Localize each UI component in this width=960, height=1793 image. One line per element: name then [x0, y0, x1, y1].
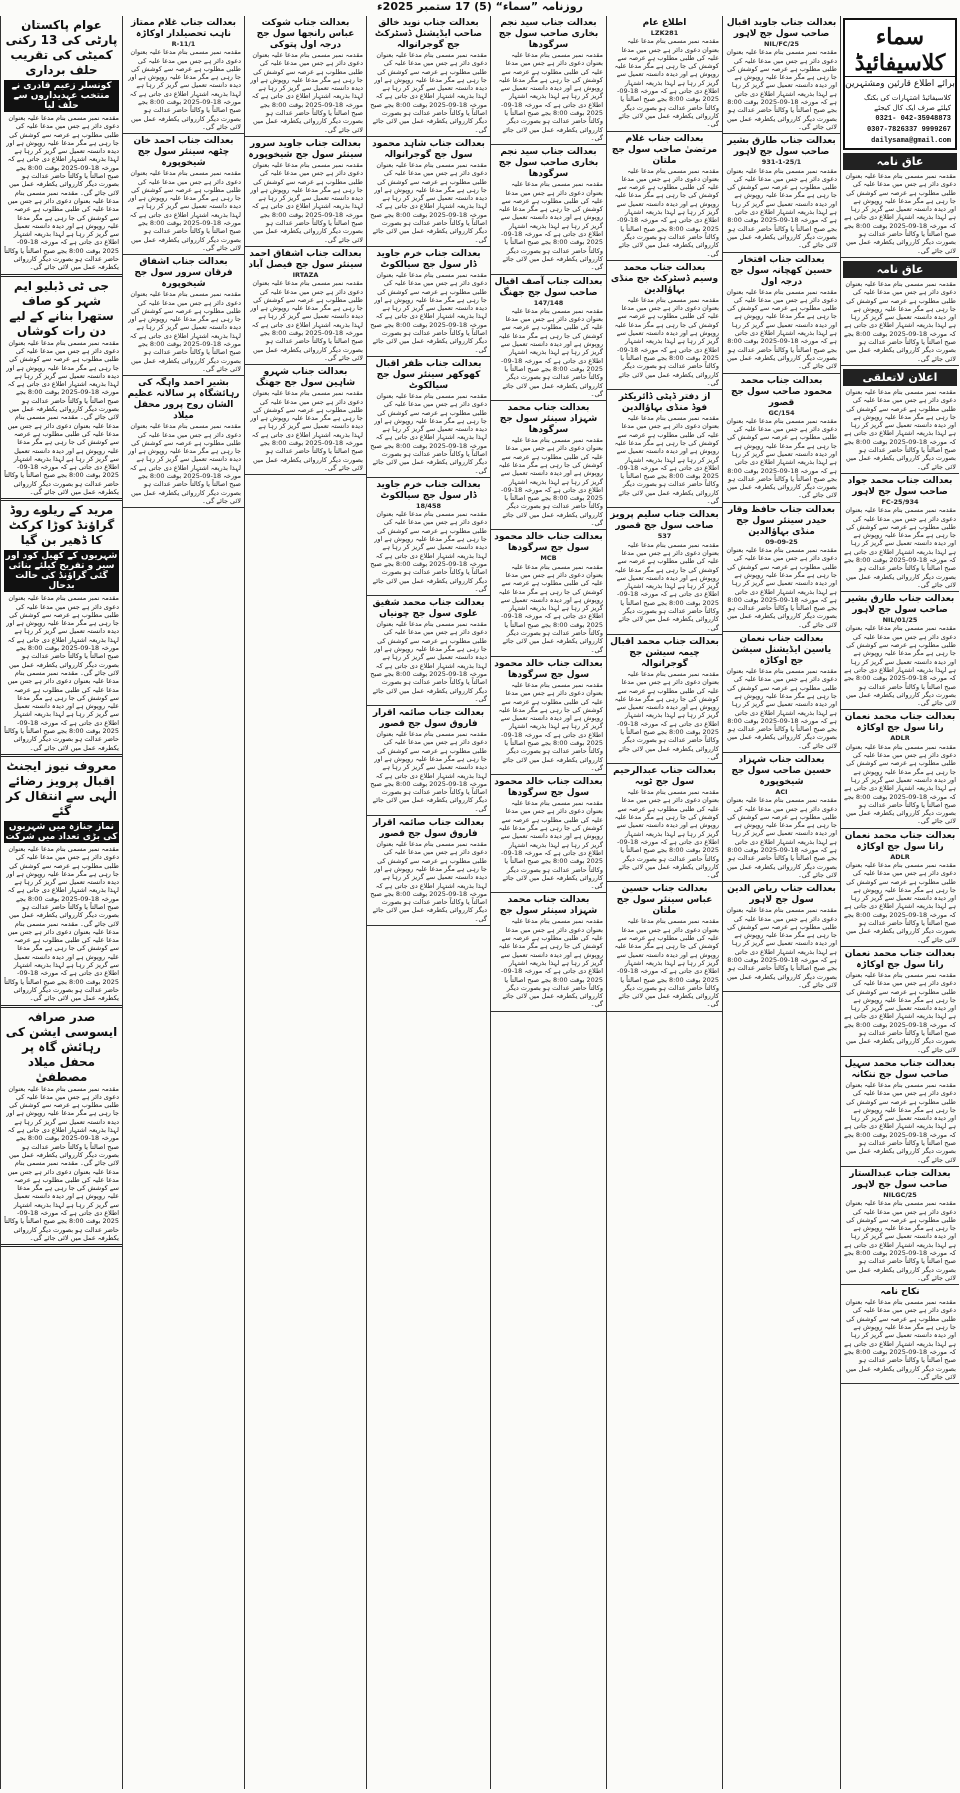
notice-heading: بعدالت جناب احمد خان چٹھہ سینئر سول جج شیخوپورہ [133, 136, 234, 169]
notice [607, 635, 722, 764]
section-header: اعلان لاتعلقی [843, 369, 957, 386]
news-headline: عوام پاکستان پارٹی کی 13 رکنی کمیٹی کی تقریب حلف برداری [5, 18, 118, 77]
notice [841, 592, 959, 710]
notice [123, 16, 244, 134]
notice [723, 503, 840, 632]
notice [723, 374, 840, 503]
notice-body: مقدمہ نمبر مسمی بنام مدعا علیہ بعنوان دعوی دائر ہے جس میں مدعا علیہ کی طلبی مطلوب ہے عرصہ سے کوشش کی جا رہی ہے مگر مدعا علیہ روپوش ہے اور دیدہ دانستہ تعمیل سے گریز کر رہا ہے لہذا بذریعہ اشتہار اطلاع دی جاتی ہے کہ مورخہ 18-09-2025 بوقت 8:00 بجے صبح اصالتاً یا وکالتاً حاضر عدالت ہو بصورت دیگر کارروائی یکطرفہ عمل میں لائی جائے گی۔ [250, 51, 363, 134]
news-subheadline: نماز جنازہ میں شہریوں کی بڑی تعداد میں شرکت [5, 821, 118, 842]
notice [607, 261, 722, 390]
notice-heading: بعدالت جناب عبدالرحیم سول جج ٹوبہ [613, 766, 716, 788]
notice-heading: بعدالت جناب محمد اقبال چیمہ سیشن جج گوجرانوالہ [610, 636, 719, 669]
notice-body: مقدمہ نمبر مسمی بنام مدعا علیہ بعنوان دعوی دائر ہے جس میں مدعا علیہ کی طلبی مطلوب ہے عرصہ سے کوشش کی جا رہی ہے مگر مدعا علیہ روپوش ہے اور دیدہ دانستہ تعمیل سے گریز کر رہا ہے لہذا بذریعہ اشتہار اطلاع دی جاتی ہے کہ مورخہ 18-09-2025 بوقت 8:00 بجے صبح اصالتاً یا وکالتاً حاضر عدالت ہو بصورت دیگر کارروائی یکطرفہ عمل میں لائی جائے گی۔ [498, 51, 603, 142]
page-header: روزنامہ ”سماء“ (5) 17 ستمبر 2025ء [377, 0, 583, 13]
notice [841, 278, 959, 366]
news-story [1, 757, 122, 1008]
section-header: عاق نامہ [843, 261, 957, 278]
notice [245, 137, 366, 247]
contact-phones: 042-35948873 0321-9999267 0307-7826337 [866, 115, 951, 134]
notice-heading: بعدالت جناب حسین عباس سینئر سول جج ملتان [616, 884, 713, 917]
notice [491, 401, 606, 530]
notice-body: مقدمہ نمبر مسمی بنام مدعا علیہ بعنوان دعوی دائر ہے جس میں مدعا علیہ کی طلبی مطلوب ہے عرصہ سے کوشش کی جا رہی ہے مگر مدعا علیہ روپوش ہے اور دیدہ دانستہ تعمیل سے گریز کر رہا ہے لہذا بذریعہ اشتہار اطلاع دی جاتی ہے کہ مورخہ 18-09-2025 بوقت 8:00 بجے صبح اصالتاً یا وکالتاً حاضر عدالت ہو بصورت دیگر کارروائی یکطرفہ عمل میں لائی جائے گی۔ [844, 742, 956, 826]
notice-body: مقدمہ نمبر مسمی بنام مدعا علیہ بعنوان دعوی دائر ہے جس میں مدعا علیہ کی طلبی مطلوب ہے عرصہ سے کوشش کی جا رہی ہے مگر مدعا علیہ روپوش ہے اور دیدہ دانستہ تعمیل سے گریز کر رہا ہے لہذا بذریعہ اشتہار اطلاع دی جاتی ہے کہ مورخہ 18-09-2025 بوقت 8:00 بجے صبح اصالتاً یا وکالتاً حاضر عدالت ہو بصورت دیگر کارروائی یکطرفہ عمل میں لائی جائے گی۔ [128, 290, 241, 373]
notice-heading: بعدالت جناب ظفر اقبال کھوکھر سینئر سول جج سیالکوٹ [375, 358, 482, 391]
notice-body: مقدمہ نمبر مسمی بنام مدعا علیہ بعنوان دعوی دائر ہے جس میں مدعا علیہ کی طلبی مطلوب ہے عرصہ سے کوشش کی جا رہی ہے مگر مدعا علیہ روپوش ہے اور دیدہ دانستہ تعمیل سے گریز کر رہا ہے لہذا بذریعہ اشتہار اطلاع دی جاتی ہے کہ مورخہ 18-09-2025 بوقت 8:00 بجے صبح اصالتاً یا وکالتاً حاضر عدالت ہو بصورت دیگر کارروائی یکطرفہ عمل میں لائی جائے گی۔ [498, 799, 603, 891]
notice [723, 632, 840, 753]
notice [245, 16, 366, 137]
notice-body: مقدمہ نمبر مسمی بنام مدعا علیہ بعنوان دعوی دائر ہے جس میں مدعا علیہ کی طلبی مطلوب ہے عرصہ سے کوشش کی جا رہی ہے مگر مدعا علیہ روپوش ہے اور دیدہ دانستہ تعمیل سے گریز کر رہا ہے لہذا بذریعہ اشتہار اطلاع دی جاتی ہے کہ مورخہ 18-09-2025 بوقت 8:00 بجے صبح اصالتاً یا وکالتاً حاضر عدالت ہو بصورت دیگر کارروائی یکطرفہ عمل میں لائی جائے گی۔ [498, 436, 603, 528]
news-column [0, 16, 122, 1789]
news-story [1, 16, 122, 277]
news-subheadline: شہریوں کے کھیل کود اور سیر و تفریح کیلئے بنائی گئی گراؤنڈ کی حالت بدحال [5, 551, 118, 592]
notice [123, 255, 244, 376]
notice-body: مقدمہ نمبر مسمی بنام مدعا علیہ بعنوان دعوی دائر ہے جس میں مدعا علیہ کی طلبی مطلوب ہے عرصہ سے کوشش کی جا رہی ہے مگر مدعا علیہ روپوش ہے اور دیدہ دانستہ تعمیل سے گریز کر رہا ہے لہذا بذریعہ اشتہار اطلاع دی جاتی ہے کہ مورخہ 18-09-2025 بوقت 8:00 بجے صبح اصالتاً یا وکالتاً حاضر عدالت ہو بصورت دیگر کارروائی یکطرفہ عمل میں لائی جائے گی۔ [614, 414, 719, 506]
notice [491, 145, 606, 274]
notice [491, 275, 606, 402]
column [606, 16, 722, 1789]
notice [841, 1285, 959, 1384]
notice-heading: بعدالت جناب محمد شہزاد سینئر سول جج سرگودھا [499, 403, 598, 436]
contact-label: کلاسیفائیڈ اشتہارات کی بکنگ کیلئے صرف ایک کال کیجئے [863, 94, 951, 112]
brand-subtitle: برائے اطلاع قارئین ومشتہرین [845, 76, 955, 91]
case-number: GC/154 [768, 408, 795, 417]
notice-body: مقدمہ نمبر مسمی بنام مدعا علیہ بعنوان دعوی دائر ہے جس میں مدعا علیہ کی طلبی مطلوب ہے عرصہ سے کوشش کی جا رہی ہے مگر مدعا علیہ روپوش ہے اور دیدہ دانستہ تعمیل سے گریز کر رہا ہے لہذا بذریعہ اشتہار اطلاع دی جاتی ہے کہ مورخہ 18-09-2025 بوقت 8:00 بجے صبح اصالتاً یا وکالتاً حاضر عدالت ہو بصورت دیگر کارروائی یکطرفہ عمل میں لائی جائے گی۔ [370, 270, 487, 354]
notice [367, 357, 490, 478]
news-headline: مرید کے ریلوے روڈ گراؤنڈ کوڑا کرکٹ کا ڈھیر بن گیا [8, 503, 115, 548]
notice-body: مقدمہ نمبر مسمی بنام مدعا علیہ بعنوان دعوی دائر ہے جس میں مدعا علیہ کی طلبی مطلوب ہے عرصہ سے کوشش کی جا رہی ہے مگر مدعا علیہ روپوش ہے اور دیدہ دانستہ تعمیل سے گریز کر رہا ہے لہذا بذریعہ اشتہار اطلاع دی جاتی ہے کہ مورخہ 18-09-2025 بوقت 8:00 بجے صبح اصالتاً یا وکالتاً حاضر عدالت ہو بصورت دیگر کارروائی یکطرفہ عمل میں لائی جائے گی۔ [250, 389, 363, 472]
notice-heading: بعدالت جناب آصف اقبال صاحب سول جج جھنگ [494, 276, 603, 298]
news-story [1, 277, 122, 502]
notice-body: مقدمہ نمبر مسمی بنام مدعا علیہ بعنوان دعوی دائر ہے جس میں مدعا علیہ کی طلبی مطلوب ہے عرصہ سے کوشش کی جا رہی ہے مگر مدعا علیہ روپوش ہے اور دیدہ دانستہ تعمیل سے گریز کر رہا ہے لہذا بذریعہ اشتہار اطلاع دی جاتی ہے کہ مورخہ 18-09-2025 بوقت 8:00 بجے صبح اصالتاً یا وکالتاً حاضر عدالت ہو بصورت دیگر کارروائی یکطرفہ عمل میں لائی جائے گی۔ [844, 1199, 956, 1282]
notice-body: مقدمہ نمبر مسمی بنام مدعا علیہ بعنوان دعوی دائر ہے جس میں مدعا علیہ کی طلبی مطلوب ہے عرصہ سے کوشش کی جا رہی ہے مگر مدعا علیہ روپوش ہے اور دیدہ دانستہ تعمیل سے گریز کر رہا ہے لہذا بذریعہ اشتہار اطلاع دی جاتی ہے کہ مورخہ 18-09-2025 بوقت 8:00 بجے صبح اصالتاً یا وکالتاً حاضر عدالت ہو بصورت دیگر کارروائی یکطرفہ عمل میں لائی جائے گی۔ [614, 295, 719, 387]
notice-body: مقدمہ نمبر مسمی بنام مدعا علیہ بعنوان دعوی دائر ہے جس میں مدعا علیہ کی طلبی مطلوب ہے عرصہ سے کوشش کی جا رہی ہے مگر مدعا علیہ روپوش ہے اور دیدہ دانستہ تعمیل سے گریز کر رہا ہے لہذا بذریعہ اشتہار اطلاع دی جاتی ہے کہ مورخہ 18-09-2025 بوقت 8:00 بجے صبح اصالتاً یا وکالتاً حاضر عدالت ہو بصورت دیگر کارروائی یکطرفہ عمل میں لائی جائے گی۔ [250, 160, 363, 244]
notice-heading: بعدالت جناب غلام ممتاز ناہب تحصیلدار اوکاڑہ [130, 18, 237, 39]
notice-body: مقدمہ نمبر مسمی بنام مدعا علیہ بعنوان دعوی دائر ہے جس میں مدعا علیہ کی طلبی مطلوب ہے عرصہ سے کوشش کی جا رہی ہے مگر مدعا علیہ روپوش ہے اور دیدہ دانستہ تعمیل سے گریز کر رہا ہے لہذا بذریعہ اشتہار اطلاع دی جاتی ہے کہ مورخہ 18-09-2025 بوقت 8:00 بجے صبح اصالتاً یا وکالتاً حاضر عدالت ہو بصورت دیگر کارروائی یکطرفہ عمل میں لائی جائے گی۔ [614, 917, 719, 1009]
notice-heading: بعدالت جناب محمد محمود صاحب سول جج قصور [730, 375, 833, 408]
case-number: 931-1-25/1 [761, 158, 802, 167]
news-headline: معروف نیوز ایجنٹ اقبال پرویز رضائے الٰہی سے انتقال کر گئے [6, 758, 117, 818]
notice-body: مقدمہ نمبر مسمی بنام مدعا علیہ بعنوان دعوی دائر ہے جس میں مدعا علیہ کی طلبی مطلوب ہے عرصہ سے کوشش کی جا رہی ہے مگر مدعا علیہ روپوش ہے اور دیدہ دانستہ تعمیل سے گریز کر رہا ہے لہذا بذریعہ اشتہار اطلاع دی جاتی ہے کہ مورخہ 18-09-2025 بوقت 8:00 بجے صبح اصالتاً یا وکالتاً حاضر عدالت ہو بصورت دیگر کارروائی یکطرفہ عمل میں لائی جائے گی۔ [370, 730, 487, 813]
notice-body: مقدمہ نمبر مسمی بنام مدعا علیہ بعنوان دعوی دائر ہے جس میں مدعا علیہ کی طلبی مطلوب ہے عرصہ سے کوشش کی جا رہی ہے مگر مدعا علیہ روپوش ہے اور دیدہ دانستہ تعمیل سے گریز کر رہا ہے لہذا بذریعہ اشتہار اطلاع دی جاتی ہے کہ مورخہ 18-09-2025 بوقت 8:00 بجے صبح اصالتاً یا وکالتاً حاضر عدالت ہو بصورت دیگر کارروائی یکطرفہ عمل میں لائی جائے گی۔ [726, 546, 837, 629]
news-headline: جی ٹی ڈبلیو ایم شہر کو صاف ستھرا بنانے کے لیے دن رات کوشاں [9, 278, 114, 338]
notice-body: مقدمہ نمبر مسمی بنام مدعا علیہ بعنوان دعوی دائر ہے جس میں مدعا علیہ کی طلبی مطلوب ہے عرصہ سے کوشش کی جا رہی ہے مگر مدعا علیہ روپوش ہے اور دیدہ دانستہ تعمیل سے گریز کر رہا ہے لہذا بذریعہ اشتہار اطلاع دی جاتی ہے کہ مورخہ 18-09-2025 بوقت 8:00 بجے صبح اصالتاً یا وکالتاً حاضر عدالت ہو بصورت دیگر کارروائی یکطرفہ عمل میں لائی جائے گی۔ [250, 279, 363, 362]
notice [367, 816, 490, 926]
contact-email: dailysama@gmail.com [871, 137, 951, 145]
notice [491, 893, 606, 1011]
notice-body: مقدمہ نمبر مسمی بنام مدعا علیہ بعنوان دعوی دائر ہے جس میں مدعا علیہ کی طلبی مطلوب ہے عرصہ سے کوشش کی جا رہی ہے مگر مدعا علیہ روپوش ہے اور دیدہ دانستہ تعمیل سے گریز کر رہا ہے لہذا بذریعہ اشتہار اطلاع دی جاتی ہے کہ مورخہ 18-09-2025 بوقت 8:00 بجے صبح اصالتاً یا وکالتاً حاضر عدالت ہو بصورت دیگر کارروائی یکطرفہ عمل میں لائی جائے گی۔ [726, 166, 837, 250]
brand-name: سماء کلاسیفائیڈ [854, 24, 946, 76]
notice [607, 132, 722, 261]
notice [841, 1167, 959, 1285]
notice-heading: بعدالت جناب نوید خالق صاحب ایڈیشنل ڈسٹرکٹ جج گوجرانوالہ [374, 18, 483, 50]
notice-heading: بعدالت جناب نعمان یاسین ایڈیشنل سیشن جج اوکاڑہ [731, 634, 832, 667]
notice [841, 710, 959, 828]
brand-contact [845, 91, 955, 148]
notice [841, 947, 959, 1057]
notice [245, 247, 366, 365]
notice-body: مقدمہ نمبر مسمی بنام مدعا علیہ بعنوان دعوی دائر ہے جس میں مدعا علیہ کی طلبی مطلوب ہے عرصہ سے کوشش کی جا رہی ہے مگر مدعا علیہ روپوش ہے اور دیدہ دانستہ تعمیل سے گریز کر رہا ہے لہذا بذریعہ اشتہار اطلاع دی جاتی ہے کہ مورخہ 18-09-2025 بوقت 8:00 بجے صبح اصالتاً یا وکالتاً حاضر عدالت ہو بصورت دیگر کارروائی یکطرفہ عمل میں لائی جائے گی۔ [370, 840, 487, 923]
case-number: IRTAZA [292, 270, 319, 279]
case-number: NILGC/25 [883, 1190, 917, 1199]
column-brand [840, 16, 959, 1789]
notice-body: مقدمہ نمبر مسمی بنام مدعا علیہ بعنوان دعوی دائر ہے جس میں مدعا علیہ کی طلبی مطلوب ہے عرصہ سے کوشش کی جا رہی ہے مگر مدعا علیہ روپوش ہے اور دیدہ دانستہ تعمیل سے گریز کر رہا ہے لہذا بذریعہ اشتہار اطلاع دی جاتی ہے کہ مورخہ 18-09-2025 بوقت 8:00 بجے صبح اصالتاً یا وکالتاً حاضر عدالت ہو بصورت دیگر کارروائی یکطرفہ عمل میں لائی جائے گی۔ [726, 796, 837, 879]
notice-heading: بعدالت جناب خالد محمود سول جج سرگودھا [494, 658, 603, 680]
notice [607, 16, 722, 132]
column [722, 16, 840, 1789]
notice-heading: از دفتر ڈپٹی ڈائریکٹر فوڈ منڈی بہاؤالدین [618, 392, 711, 414]
news-story [1, 1008, 122, 1248]
notice [607, 390, 722, 508]
notice-heading: بعدالت جناب شاہد محمود سول جج گوجرانوالہ [372, 138, 485, 160]
notice-heading: بعدالت جناب خرم جاوید ڈار سول جج سیالکوٹ [376, 479, 481, 501]
notice-body: مقدمہ نمبر مسمی بنام مدعا علیہ بعنوان دعوی دائر ہے جس میں مدعا علیہ کی طلبی مطلوب ہے عرصہ سے کوشش کی جا رہی ہے مگر مدعا علیہ روپوش ہے اور دیدہ دانستہ تعمیل سے گریز کر رہا ہے لہذا بذریعہ اشتہار اطلاع دی جاتی ہے کہ مورخہ 18-09-2025 بوقت 8:00 بجے صبح اصالتاً یا وکالتاً حاضر عدالت ہو بصورت دیگر کارروائی یکطرفہ عمل میں لائی جائے گی۔ [844, 172, 956, 255]
notice-heading: بعدالت جناب طارق بشیر صاحب سول جج لاہور [727, 136, 836, 158]
case-number: MCB [540, 554, 557, 563]
notice-heading: بعدالت جناب محمد نعمان رانا سول جج اوکاڑہ [844, 830, 956, 852]
notice-heading: بعدالت جناب سلیم پرویز صاحب سول جج قصور [610, 510, 719, 532]
news-body: مقدمہ نمبر مسمی بنام مدعا علیہ بعنوان دعوی دائر ہے جس میں مدعا علیہ کی طلبی مطلوب ہے عرصہ سے کوشش کی جا رہی ہے مگر مدعا علیہ روپوش ہے اور دیدہ دانستہ تعمیل سے گریز کر رہا ہے لہذا بذریعہ اشتہار اطلاع دی جاتی ہے کہ مورخہ 18-09-2025 بوقت 8:00 بجے صبح اصالتاً یا وکالتاً حاضر عدالت ہو بصورت دیگر کارروائی یکطرفہ عمل میں لائی جائے گی۔ مقدمہ نمبر مسمی بنام مدعا علیہ بعنوان دعوی دائر ہے جس میں مدعا علیہ کی طلبی مطلوب ہے عرصہ سے کوشش کی جا رہی ہے مگر مدعا علیہ روپوش ہے اور دیدہ دانستہ تعمیل سے گریز کر رہا ہے لہذا بذریعہ اشتہار اطلاع دی جاتی ہے کہ مورخہ 18-09-2025 بوقت 8:00 بجے صبح اصالتاً یا وکالتاً حاضر عدالت ہو بصورت دیگر کارروائی یکطرفہ عمل میں لائی جائے گی۔ [4, 338, 119, 496]
notice-body: مقدمہ نمبر مسمی بنام مدعا علیہ بعنوان دعوی دائر ہے جس میں مدعا علیہ کی طلبی مطلوب ہے عرصہ سے کوشش کی جا رہی ہے مگر مدعا علیہ روپوش ہے اور دیدہ دانستہ تعمیل سے گریز کر رہا ہے لہذا بذریعہ اشتہار اطلاع دی جاتی ہے کہ مورخہ 18-09-2025 بوقت 8:00 بجے صبح اصالتاً یا وکالتاً حاضر عدالت ہو بصورت دیگر کارروائی یکطرفہ عمل میں لائی جائے گی۔ [498, 562, 603, 654]
notice [491, 775, 606, 893]
notice-body: مقدمہ نمبر مسمی بنام مدعا علیہ بعنوان دعوی دائر ہے جس میں مدعا علیہ کی طلبی مطلوب ہے عرصہ سے کوشش کی جا رہی ہے مگر مدعا علیہ روپوش ہے اور دیدہ دانستہ تعمیل سے گریز کر رہا ہے لہذا بذریعہ اشتہار اطلاع دی جاتی ہے کہ مورخہ 18-09-2025 بوقت 8:00 بجے صبح اصالتاً یا وکالتاً حاضر عدالت ہو بصورت دیگر کارروائی یکطرفہ عمل میں لائی جائے گی۔ [128, 422, 241, 505]
notice [723, 253, 840, 374]
notice-heading: بعدالت جناب شوکت عباس رانجھا سول جج درجہ اول پتوکی [256, 18, 355, 50]
notice-heading: بعدالت جناب محمد نعمان رانا سول جج اوکاڑہ [844, 712, 956, 734]
classified-brand-box [843, 18, 957, 150]
notice [841, 170, 959, 258]
column [122, 16, 244, 1789]
notice [367, 16, 490, 137]
case-number: NIL/01/25 [882, 616, 918, 625]
notice [723, 753, 840, 882]
notice [607, 764, 722, 882]
notice-body: مقدمہ نمبر مسمی بنام مدعا علیہ بعنوان دعوی دائر ہے جس میں مدعا علیہ کی طلبی مطلوب ہے عرصہ سے کوشش کی جا رہی ہے مگر مدعا علیہ روپوش ہے اور دیدہ دانستہ تعمیل سے گریز کر رہا ہے لہذا بذریعہ اشتہار اطلاع دی جاتی ہے کہ مورخہ 18-09-2025 بوقت 8:00 بجے صبح اصالتاً یا وکالتاً حاضر عدالت ہو بصورت دیگر کارروائی یکطرفہ عمل میں لائی جائے گی۔ [844, 624, 956, 708]
notice-heading: بعدالت جناب صائمہ اقرار فاروق سول جج قصور [372, 708, 485, 730]
notice [723, 134, 840, 252]
notice-body: مقدمہ نمبر مسمی بنام مدعا علیہ بعنوان دعوی دائر ہے جس میں مدعا علیہ کی طلبی مطلوب ہے عرصہ سے کوشش کی جا رہی ہے مگر مدعا علیہ روپوش ہے اور دیدہ دانستہ تعمیل سے گریز کر رہا ہے لہذا بذریعہ اشتہار اطلاع دی جاتی ہے کہ مورخہ 18-09-2025 بوقت 8:00 بجے صبح اصالتاً یا وکالتاً حاضر عدالت ہو بصورت دیگر کارروائی یکطرفہ عمل میں لائی جائے گی۔ [844, 279, 956, 363]
section-header: عاق نامہ [843, 153, 957, 170]
notice-body: مقدمہ نمبر مسمی بنام مدعا علیہ بعنوان دعوی دائر ہے جس میں مدعا علیہ کی طلبی مطلوب ہے عرصہ سے کوشش کی جا رہی ہے مگر مدعا علیہ روپوش ہے اور دیدہ دانستہ تعمیل سے گریز کر رہا ہے لہذا بذریعہ اشتہار اطلاع دی جاتی ہے کہ مورخہ 18-09-2025 بوقت 8:00 بجے صبح اصالتاً یا وکالتاً حاضر عدالت ہو بصورت دیگر کارروائی یکطرفہ عمل میں لائی جائے گی۔ [614, 166, 719, 258]
notice [123, 134, 244, 255]
case-number: 147/148 [533, 298, 564, 307]
notice-heading: بعدالت جناب سید نجم بخاری صاحب سول جج سرگودھا [498, 18, 599, 50]
notice-body: مقدمہ نمبر مسمی بنام مدعا علیہ بعنوان دعوی دائر ہے جس میں مدعا علیہ کی طلبی مطلوب ہے عرصہ سے کوشش کی جا رہی ہے مگر مدعا علیہ روپوش ہے اور دیدہ دانستہ تعمیل سے گریز کر رہا ہے لہذا بذریعہ اشتہار اطلاع دی جاتی ہے کہ مورخہ 18-09-2025 بوقت 8:00 بجے صبح اصالتاً یا وکالتاً حاضر عدالت ہو بصورت دیگر کارروائی یکطرفہ عمل میں لائی جائے گی۔ [726, 667, 837, 750]
news-subheadline: کونسلر زعیم قادری نے منتخب عہدیداروں سے حلف لیا [4, 80, 119, 112]
notice-body: مقدمہ نمبر مسمی بنام مدعا علیہ بعنوان دعوی دائر ہے جس میں مدعا علیہ کی طلبی مطلوب ہے عرصہ سے کوشش کی جا رہی ہے مگر مدعا علیہ روپوش ہے اور دیدہ دانستہ تعمیل سے گریز کر رہا ہے لہذا بذریعہ اشتہار اطلاع دی جاتی ہے کہ مورخہ 18-09-2025 بوقت 8:00 بجے صبح اصالتاً یا وکالتاً حاضر عدالت ہو بصورت دیگر کارروائی یکطرفہ عمل میں لائی جائے گی۔ [844, 1298, 956, 1381]
notice [841, 1057, 959, 1167]
notice [723, 16, 840, 134]
notice-heading: بعدالت جناب عبدالستار صاحب سول جج لاہور [849, 1168, 951, 1190]
notice-heading: بعدالت جناب غلام مرتضیٰ صاحب سول جج ملتان [611, 133, 718, 166]
notice-body: مقدمہ نمبر مسمی بنام مدعا علیہ بعنوان دعوی دائر ہے جس میں مدعا علیہ کی طلبی مطلوب ہے عرصہ سے کوشش کی جا رہی ہے مگر مدعا علیہ روپوش ہے اور دیدہ دانستہ تعمیل سے گریز کر رہا ہے لہذا بذریعہ اشتہار اطلاع دی جاتی ہے کہ مورخہ 18-09-2025 بوقت 8:00 بجے صبح اصالتاً یا وکالتاً حاضر عدالت ہو بصورت دیگر کارروائی یکطرفہ عمل میں لائی جائے گی۔ [614, 37, 719, 129]
notice-body: مقدمہ نمبر مسمی بنام مدعا علیہ بعنوان دعوی دائر ہے جس میں مدعا علیہ کی طلبی مطلوب ہے عرصہ سے کوشش کی جا رہی ہے مگر مدعا علیہ روپوش ہے اور دیدہ دانستہ تعمیل سے گریز کر رہا ہے لہذا بذریعہ اشتہار اطلاع دی جاتی ہے کہ مورخہ 18-09-2025 بوقت 8:00 بجے صبح اصالتاً یا وکالتاً حاضر عدالت ہو بصورت دیگر کارروائی یکطرفہ عمل میں لائی جائے گی۔ [370, 620, 487, 703]
case-number: 934/FC-25 [881, 497, 919, 506]
case-number: 537 [657, 532, 672, 541]
notice [367, 247, 490, 357]
case-number: ADLR [890, 734, 910, 743]
notice-body: مقدمہ نمبر مسمی بنام مدعا علیہ بعنوان دعوی دائر ہے جس میں مدعا علیہ کی طلبی مطلوب ہے عرصہ سے کوشش کی جا رہی ہے مگر مدعا علیہ روپوش ہے اور دیدہ دانستہ تعمیل سے گریز کر رہا ہے لہذا بذریعہ اشتہار اطلاع دی جاتی ہے کہ مورخہ 18-09-2025 بوقت 8:00 بجے صبح اصالتاً یا وکالتاً حاضر عدالت ہو بصورت دیگر کارروائی یکطرفہ عمل میں لائی جائے گی۔ [128, 48, 241, 131]
notice [367, 137, 490, 247]
case-number: 18/458 [416, 501, 441, 510]
case-number: 09-09-25 [765, 537, 798, 546]
notice-heading: بعدالت جناب محمد شہزاد سینئر سول جج [499, 895, 598, 917]
case-number: 11/1-R [171, 40, 196, 48]
notice-heading: بشیر احمد واہگہ کی رہائشگاہ پر سالانہ عظیم الشان روح پرور محفل میلاد [127, 378, 240, 422]
notice-heading: بعدالت جناب طارق بشیر صاحب سول جج لاہور [845, 594, 955, 616]
notice [367, 706, 490, 816]
news-body: مقدمہ نمبر مسمی بنام مدعا علیہ بعنوان دعوی دائر ہے جس میں مدعا علیہ کی طلبی مطلوب ہے عرصہ سے کوشش کی جا رہی ہے مگر مدعا علیہ روپوش ہے اور دیدہ دانستہ تعمیل سے گریز کر رہا ہے لہذا بذریعہ اشتہار اطلاع دی جاتی ہے کہ مورخہ 18-09-2025 بوقت 8:00 بجے صبح اصالتاً یا وکالتاً حاضر عدالت ہو بصورت دیگر کارروائی یکطرفہ عمل میں لائی جائے گی۔ مقدمہ نمبر مسمی بنام مدعا علیہ بعنوان دعوی دائر ہے جس میں مدعا علیہ کی طلبی مطلوب ہے عرصہ سے کوشش کی جا رہی ہے مگر مدعا علیہ روپوش ہے اور دیدہ دانستہ تعمیل سے گریز کر رہا ہے لہذا بذریعہ اشتہار اطلاع دی جاتی ہے کہ مورخہ 18-09-2025 بوقت 8:00 بجے صبح اصالتاً یا وکالتاً حاضر عدالت ہو بصورت دیگر کارروائی یکطرفہ عمل میں لائی جائے گی۔ [4, 594, 119, 752]
notice [723, 882, 840, 992]
notice-heading: بعدالت جناب شہرو شاہین سول جج جھنگ [255, 367, 356, 389]
notice-body: مقدمہ نمبر مسمی بنام مدعا علیہ بعنوان دعوی دائر ہے جس میں مدعا علیہ کی طلبی مطلوب ہے عرصہ سے کوشش کی جا رہی ہے مگر مدعا علیہ روپوش ہے اور دیدہ دانستہ تعمیل سے گریز کر رہا ہے لہذا بذریعہ اشتہار اطلاع دی جاتی ہے کہ مورخہ 18-09-2025 بوقت 8:00 بجے صبح اصالتاً یا وکالتاً حاضر عدالت ہو بصورت دیگر کارروائی یکطرفہ عمل میں لائی جائے گی۔ [498, 917, 603, 1009]
notice-body: مقدمہ نمبر مسمی بنام مدعا علیہ بعنوان دعوی دائر ہے جس میں مدعا علیہ کی طلبی مطلوب ہے عرصہ سے کوشش کی جا رہی ہے مگر مدعا علیہ روپوش ہے اور دیدہ دانستہ تعمیل سے گریز کر رہا ہے لہذا بذریعہ اشتہار اطلاع دی جاتی ہے کہ مورخہ 18-09-2025 بوقت 8:00 بجے صبح اصالتاً یا وکالتاً حاضر عدالت ہو بصورت دیگر کارروائی یکطرفہ عمل میں لائی جائے گی۔ [498, 306, 603, 398]
notice [841, 386, 959, 474]
notice-heading: بعدالت جناب محمد نعمان رانا سول جج اوکاڑہ [844, 948, 956, 970]
news-headline: صدر صرافہ ایسوسی ایشن کی رہائش گاہ پر محفل میلاد مصطفیٰ [5, 1009, 118, 1084]
notice [607, 882, 722, 1011]
notice [367, 596, 490, 706]
news-story [1, 501, 122, 757]
notice [491, 16, 606, 145]
column [490, 16, 606, 1789]
notice-heading: بعدالت جناب حافظ وقار حیدر سینئر سول جج منڈی بہاؤالدین [727, 504, 836, 537]
notice-body: مقدمہ نمبر مسمی بنام مدعا علیہ بعنوان دعوی دائر ہے جس میں مدعا علیہ کی طلبی مطلوب ہے عرصہ سے کوشش کی جا رہی ہے مگر مدعا علیہ روپوش ہے اور دیدہ دانستہ تعمیل سے گریز کر رہا ہے لہذا بذریعہ اشتہار اطلاع دی جاتی ہے کہ مورخہ 18-09-2025 بوقت 8:00 بجے صبح اصالتاً یا وکالتاً حاضر عدالت ہو بصورت دیگر کارروائی یکطرفہ عمل میں لائی جائے گی۔ [370, 391, 487, 475]
notice-heading: نکاح نامہ [880, 1287, 920, 1298]
notice-body: مقدمہ نمبر مسمی بنام مدعا علیہ بعنوان دعوی دائر ہے جس میں مدعا علیہ کی طلبی مطلوب ہے عرصہ سے کوشش کی جا رہی ہے مگر مدعا علیہ روپوش ہے اور دیدہ دانستہ تعمیل سے گریز کر رہا ہے لہذا بذریعہ اشتہار اطلاع دی جاتی ہے کہ مورخہ 18-09-2025 بوقت 8:00 بجے صبح اصالتاً یا وکالتاً حاضر عدالت ہو بصورت دیگر کارروائی یکطرفہ عمل میں لائی جائے گی۔ [844, 1080, 956, 1164]
notice-body: مقدمہ نمبر مسمی بنام مدعا علیہ بعنوان دعوی دائر ہے جس میں مدعا علیہ کی طلبی مطلوب ہے عرصہ سے کوشش کی جا رہی ہے مگر مدعا علیہ روپوش ہے اور دیدہ دانستہ تعمیل سے گریز کر رہا ہے لہذا بذریعہ اشتہار اطلاع دی جاتی ہے کہ مورخہ 18-09-2025 بوقت 8:00 بجے صبح اصالتاً یا وکالتاً حاضر عدالت ہو بصورت دیگر کارروائی یکطرفہ عمل میں لائی جائے گی۔ [370, 160, 487, 244]
notice [367, 478, 490, 596]
notice-body: مقدمہ نمبر مسمی بنام مدعا علیہ بعنوان دعوی دائر ہے جس میں مدعا علیہ کی طلبی مطلوب ہے عرصہ سے کوشش کی جا رہی ہے مگر مدعا علیہ روپوش ہے اور دیدہ دانستہ تعمیل سے گریز کر رہا ہے لہذا بذریعہ اشتہار اطلاع دی جاتی ہے کہ مورخہ 18-09-2025 بوقت 8:00 بجے صبح اصالتاً یا وکالتاً حاضر عدالت ہو بصورت دیگر کارروائی یکطرفہ عمل میں لائی جائے گی۔ [726, 906, 837, 989]
notice-heading: بعدالت جناب خرم جاوید ڈار سول جج سیالکوٹ [376, 248, 481, 270]
notice-body: مقدمہ نمبر مسمی بنام مدعا علیہ بعنوان دعوی دائر ہے جس میں مدعا علیہ کی طلبی مطلوب ہے عرصہ سے کوشش کی جا رہی ہے مگر مدعا علیہ روپوش ہے اور دیدہ دانستہ تعمیل سے گریز کر رہا ہے لہذا بذریعہ اشتہار اطلاع دی جاتی ہے کہ مورخہ 18-09-2025 بوقت 8:00 بجے صبح اصالتاً یا وکالتاً حاضر عدالت ہو بصورت دیگر کارروائی یکطرفہ عمل میں لائی جائے گی۔ [726, 287, 837, 371]
notice-body: مقدمہ نمبر مسمی بنام مدعا علیہ بعنوان دعوی دائر ہے جس میں مدعا علیہ کی طلبی مطلوب ہے عرصہ سے کوشش کی جا رہی ہے مگر مدعا علیہ روپوش ہے اور دیدہ دانستہ تعمیل سے گریز کر رہا ہے لہذا بذریعہ اشتہار اطلاع دی جاتی ہے کہ مورخہ 18-09-2025 بوقت 8:00 بجے صبح اصالتاً یا وکالتاً حاضر عدالت ہو بصورت دیگر کارروائی یکطرفہ عمل میں لائی جائے گی۔ [614, 788, 719, 880]
case-number: ACI [775, 788, 788, 796]
notice-body: مقدمہ نمبر مسمی بنام مدعا علیہ بعنوان دعوی دائر ہے جس میں مدعا علیہ کی طلبی مطلوب ہے عرصہ سے کوشش کی جا رہی ہے مگر مدعا علیہ روپوش ہے اور دیدہ دانستہ تعمیل سے گریز کر رہا ہے لہذا بذریعہ اشتہار اطلاع دی جاتی ہے کہ مورخہ 18-09-2025 بوقت 8:00 بجے صبح اصالتاً یا وکالتاً حاضر عدالت ہو بصورت دیگر کارروائی یکطرفہ عمل میں لائی جائے گی۔ [844, 861, 956, 944]
notice-body: مقدمہ نمبر مسمی بنام مدعا علیہ بعنوان دعوی دائر ہے جس میں مدعا علیہ کی طلبی مطلوب ہے عرصہ سے کوشش کی جا رہی ہے مگر مدعا علیہ روپوش ہے اور دیدہ دانستہ تعمیل سے گریز کر رہا ہے لہذا بذریعہ اشتہار اطلاع دی جاتی ہے کہ مورخہ 18-09-2025 بوقت 8:00 بجے صبح اصالتاً یا وکالتاً حاضر عدالت ہو بصورت دیگر کارروائی یکطرفہ عمل میں لائی جائے گی۔ [370, 51, 487, 134]
notice [491, 657, 606, 775]
notice-heading: بعدالت جناب اشفاق احمد سینئر سول جج فیصل آباد [248, 248, 363, 270]
notice-heading: بعدالت جناب محمد سہیل صاحب سول جج ننکانہ [844, 1058, 956, 1080]
notice-heading: بعدالت جناب محمد جواد صاحب سول جج لاہور [847, 475, 953, 497]
notice-heading: بعدالت جناب محمد شفیق علوی سول جج چونیاں [372, 598, 485, 620]
notice-heading: بعدالت جناب سید نجم بخاری صاحب سول جج سرگودھا [498, 147, 599, 180]
case-number: ADLR [890, 852, 910, 861]
notice-body: مقدمہ نمبر مسمی بنام مدعا علیہ بعنوان دعوی دائر ہے جس میں مدعا علیہ کی طلبی مطلوب ہے عرصہ سے کوشش کی جا رہی ہے مگر مدعا علیہ روپوش ہے اور دیدہ دانستہ تعمیل سے گریز کر رہا ہے لہذا بذریعہ اشتہار اطلاع دی جاتی ہے کہ مورخہ 18-09-2025 بوقت 8:00 بجے صبح اصالتاً یا وکالتاً حاضر عدالت ہو بصورت دیگر کارروائی یکطرفہ عمل میں لائی جائے گی۔ [498, 180, 603, 272]
column [244, 16, 366, 1789]
case-number: NIL/FC/25 [763, 40, 799, 48]
notice-heading: بعدالت جناب شہزاد حسین صاحب سول جج شیخوپورہ [731, 755, 832, 787]
notice [841, 829, 959, 947]
notice-body: مقدمہ نمبر مسمی بنام مدعا علیہ بعنوان دعوی دائر ہے جس میں مدعا علیہ کی طلبی مطلوب ہے عرصہ سے کوشش کی جا رہی ہے مگر مدعا علیہ روپوش ہے اور دیدہ دانستہ تعمیل سے گریز کر رہا ہے لہذا بذریعہ اشتہار اطلاع دی جاتی ہے کہ مورخہ 18-09-2025 بوقت 8:00 بجے صبح اصالتاً یا وکالتاً حاضر عدالت ہو بصورت دیگر کارروائی یکطرفہ عمل میں لائی جائے گی۔ [498, 680, 603, 772]
notice-heading: بعدالت جناب خالد محمود سول جج سرگودھا [494, 532, 603, 554]
notice-heading: بعدالت جناب محمد وسیم ڈسٹرکٹ جج منڈی بہاؤالدین [610, 262, 719, 295]
notice-heading: بعدالت جناب جاوید اقبال صاحب سول جج لاہور [726, 18, 837, 39]
news-body: مقدمہ نمبر مسمی بنام مدعا علیہ بعنوان دعوی دائر ہے جس میں مدعا علیہ کی طلبی مطلوب ہے عرصہ سے کوشش کی جا رہی ہے مگر مدعا علیہ روپوش ہے اور دیدہ دانستہ تعمیل سے گریز کر رہا ہے لہذا بذریعہ اشتہار اطلاع دی جاتی ہے کہ مورخہ 18-09-2025 بوقت 8:00 بجے صبح اصالتاً یا وکالتاً حاضر عدالت ہو بصورت دیگر کارروائی یکطرفہ عمل میں لائی جائے گی۔ مقدمہ نمبر مسمی بنام مدعا علیہ بعنوان دعوی دائر ہے جس میں مدعا علیہ کی طلبی مطلوب ہے عرصہ سے کوشش کی جا رہی ہے مگر مدعا علیہ روپوش ہے اور دیدہ دانستہ تعمیل سے گریز کر رہا ہے لہذا بذریعہ اشتہار اطلاع دی جاتی ہے کہ مورخہ 18-09-2025 بوقت 8:00 بجے صبح اصالتاً یا وکالتاً حاضر عدالت ہو بصورت دیگر کارروائی یکطرفہ عمل میں لائی جائے گی۔ [4, 1084, 119, 1242]
notice-heading: بعدالت جناب جاوید سرور سینئر سول جج شیخوپورہ [248, 138, 363, 160]
notice-body: مقدمہ نمبر مسمی بنام مدعا علیہ بعنوان دعوی دائر ہے جس میں مدعا علیہ کی طلبی مطلوب ہے عرصہ سے کوشش کی جا رہی ہے مگر مدعا علیہ روپوش ہے اور دیدہ دانستہ تعمیل سے گریز کر رہا ہے لہذا بذریعہ اشتہار اطلاع دی جاتی ہے کہ مورخہ 18-09-2025 بوقت 8:00 بجے صبح اصالتاً یا وکالتاً حاضر عدالت ہو بصورت دیگر کارروائی یکطرفہ عمل میں لائی جائے گی۔ [726, 416, 837, 500]
column [366, 16, 490, 1789]
notice-heading: بعدالت جناب اشفاق فرقان سرور سول جج شیخوپورہ [134, 257, 233, 290]
notice [841, 474, 959, 592]
notice-body: مقدمہ نمبر مسمی بنام مدعا علیہ بعنوان دعوی دائر ہے جس میں مدعا علیہ کی طلبی مطلوب ہے عرصہ سے کوشش کی جا رہی ہے مگر مدعا علیہ روپوش ہے اور دیدہ دانستہ تعمیل سے گریز کر رہا ہے لہذا بذریعہ اشتہار اطلاع دی جاتی ہے کہ مورخہ 18-09-2025 بوقت 8:00 بجے صبح اصالتاً یا وکالتاً حاضر عدالت ہو بصورت دیگر کارروائی یکطرفہ عمل میں لائی جائے گی۔ [370, 510, 487, 593]
notice [607, 508, 722, 635]
notice-body: مقدمہ نمبر مسمی بنام مدعا علیہ بعنوان دعوی دائر ہے جس میں مدعا علیہ کی طلبی مطلوب ہے عرصہ سے کوشش کی جا رہی ہے مگر مدعا علیہ روپوش ہے اور دیدہ دانستہ تعمیل سے گریز کر رہا ہے لہذا بذریعہ اشتہار اطلاع دی جاتی ہے کہ مورخہ 18-09-2025 بوقت 8:00 بجے صبح اصالتاً یا وکالتاً حاضر عدالت ہو بصورت دیگر کارروائی یکطرفہ عمل میں لائی جائے گی۔ [844, 970, 956, 1054]
notice-body: مقدمہ نمبر مسمی بنام مدعا علیہ بعنوان دعوی دائر ہے جس میں مدعا علیہ کی طلبی مطلوب ہے عرصہ سے کوشش کی جا رہی ہے مگر مدعا علیہ روپوش ہے اور دیدہ دانستہ تعمیل سے گریز کر رہا ہے لہذا بذریعہ اشتہار اطلاع دی جاتی ہے کہ مورخہ 18-09-2025 بوقت 8:00 بجے صبح اصالتاً یا وکالتاً حاضر عدالت ہو بصورت دیگر کارروائی یکطرفہ عمل میں لائی جائے گی۔ [844, 506, 956, 589]
notice-body: مقدمہ نمبر مسمی بنام مدعا علیہ بعنوان دعوی دائر ہے جس میں مدعا علیہ کی طلبی مطلوب ہے عرصہ سے کوشش کی جا رہی ہے مگر مدعا علیہ روپوش ہے اور دیدہ دانستہ تعمیل سے گریز کر رہا ہے لہذا بذریعہ اشتہار اطلاع دی جاتی ہے کہ مورخہ 18-09-2025 بوقت 8:00 بجے صبح اصالتاً یا وکالتاً حاضر عدالت ہو بصورت دیگر کارروائی یکطرفہ عمل میں لائی جائے گی۔ [844, 387, 956, 471]
notice-heading: اطلاع عام [642, 18, 687, 28]
notice-body: مقدمہ نمبر مسمی بنام مدعا علیہ بعنوان دعوی دائر ہے جس میں مدعا علیہ کی طلبی مطلوب ہے عرصہ سے کوشش کی جا رہی ہے مگر مدعا علیہ روپوش ہے اور دیدہ دانستہ تعمیل سے گریز کر رہا ہے لہذا بذریعہ اشتہار اطلاع دی جاتی ہے کہ مورخہ 18-09-2025 بوقت 8:00 بجے صبح اصالتاً یا وکالتاً حاضر عدالت ہو بصورت دیگر کارروائی یکطرفہ عمل میں لائی جائے گی۔ [614, 540, 719, 632]
notice-body: مقدمہ نمبر مسمی بنام مدعا علیہ بعنوان دعوی دائر ہے جس میں مدعا علیہ کی طلبی مطلوب ہے عرصہ سے کوشش کی جا رہی ہے مگر مدعا علیہ روپوش ہے اور دیدہ دانستہ تعمیل سے گریز کر رہا ہے لہذا بذریعہ اشتہار اطلاع دی جاتی ہے کہ مورخہ 18-09-2025 بوقت 8:00 بجے صبح اصالتاً یا وکالتاً حاضر عدالت ہو بصورت دیگر کارروائی یکطرفہ عمل میں لائی جائے گی۔ [614, 669, 719, 761]
notice-body: مقدمہ نمبر مسمی بنام مدعا علیہ بعنوان دعوی دائر ہے جس میں مدعا علیہ کی طلبی مطلوب ہے عرصہ سے کوشش کی جا رہی ہے مگر مدعا علیہ روپوش ہے اور دیدہ دانستہ تعمیل سے گریز کر رہا ہے لہذا بذریعہ اشتہار اطلاع دی جاتی ہے کہ مورخہ 18-09-2025 بوقت 8:00 بجے صبح اصالتاً یا وکالتاً حاضر عدالت ہو بصورت دیگر کارروائی یکطرفہ عمل میں لائی جائے گی۔ [726, 48, 837, 131]
news-body: مقدمہ نمبر مسمی بنام مدعا علیہ بعنوان دعوی دائر ہے جس میں مدعا علیہ کی طلبی مطلوب ہے عرصہ سے کوشش کی جا رہی ہے مگر مدعا علیہ روپوش ہے اور دیدہ دانستہ تعمیل سے گریز کر رہا ہے لہذا بذریعہ اشتہار اطلاع دی جاتی ہے کہ مورخہ 18-09-2025 بوقت 8:00 بجے صبح اصالتاً یا وکالتاً حاضر عدالت ہو بصورت دیگر کارروائی یکطرفہ عمل میں لائی جائے گی۔ مقدمہ نمبر مسمی بنام مدعا علیہ بعنوان دعوی دائر ہے جس میں مدعا علیہ کی طلبی مطلوب ہے عرصہ سے کوشش کی جا رہی ہے مگر مدعا علیہ روپوش ہے اور دیدہ دانستہ تعمیل سے گریز کر رہا ہے لہذا بذریعہ اشتہار اطلاع دی جاتی ہے کہ مورخہ 18-09-2025 بوقت 8:00 بجے صبح اصالتاً یا وکالتاً حاضر عدالت ہو بصورت دیگر کارروائی یکطرفہ عمل میں لائی جائے گی۔ [4, 114, 119, 272]
notice-heading: بعدالت جناب صائمہ اقرار فاروق سول جج قصور [372, 818, 485, 840]
notice-body: مقدمہ نمبر مسمی بنام مدعا علیہ بعنوان دعوی دائر ہے جس میں مدعا علیہ کی طلبی مطلوب ہے عرصہ سے کوشش کی جا رہی ہے مگر مدعا علیہ روپوش ہے اور دیدہ دانستہ تعمیل سے گریز کر رہا ہے لہذا بذریعہ اشتہار اطلاع دی جاتی ہے کہ مورخہ 18-09-2025 بوقت 8:00 بجے صبح اصالتاً یا وکالتاً حاضر عدالت ہو بصورت دیگر کارروائی یکطرفہ عمل میں لائی جائے گی۔ [128, 169, 241, 252]
notice-heading: بعدالت جناب خالد محمود سول جج سرگودھا [494, 777, 603, 799]
case-number: LZK281 [650, 29, 679, 37]
notice [245, 365, 366, 475]
news-body: مقدمہ نمبر مسمی بنام مدعا علیہ بعنوان دعوی دائر ہے جس میں مدعا علیہ کی طلبی مطلوب ہے عرصہ سے کوشش کی جا رہی ہے مگر مدعا علیہ روپوش ہے اور دیدہ دانستہ تعمیل سے گریز کر رہا ہے لہذا بذریعہ اشتہار اطلاع دی جاتی ہے کہ مورخہ 18-09-2025 بوقت 8:00 بجے صبح اصالتاً یا وکالتاً حاضر عدالت ہو بصورت دیگر کارروائی یکطرفہ عمل میں لائی جائے گی۔ مقدمہ نمبر مسمی بنام مدعا علیہ بعنوان دعوی دائر ہے جس میں مدعا علیہ کی طلبی مطلوب ہے عرصہ سے کوشش کی جا رہی ہے مگر مدعا علیہ روپوش ہے اور دیدہ دانستہ تعمیل سے گریز کر رہا ہے لہذا بذریعہ اشتہار اطلاع دی جاتی ہے کہ مورخہ 18-09-2025 بوقت 8:00 بجے صبح اصالتاً یا وکالتاً حاضر عدالت ہو بصورت دیگر کارروائی یکطرفہ عمل میں لائی جائے گی۔ [4, 844, 119, 1003]
notice [491, 530, 606, 657]
notice-heading: بعدالت جناب ریاض الدین سول جج لاہور [727, 884, 836, 906]
notice [123, 376, 244, 508]
notice-heading: بعدالت جناب افتخار حسین کھچانہ سول جج درجہ اول [730, 254, 833, 287]
